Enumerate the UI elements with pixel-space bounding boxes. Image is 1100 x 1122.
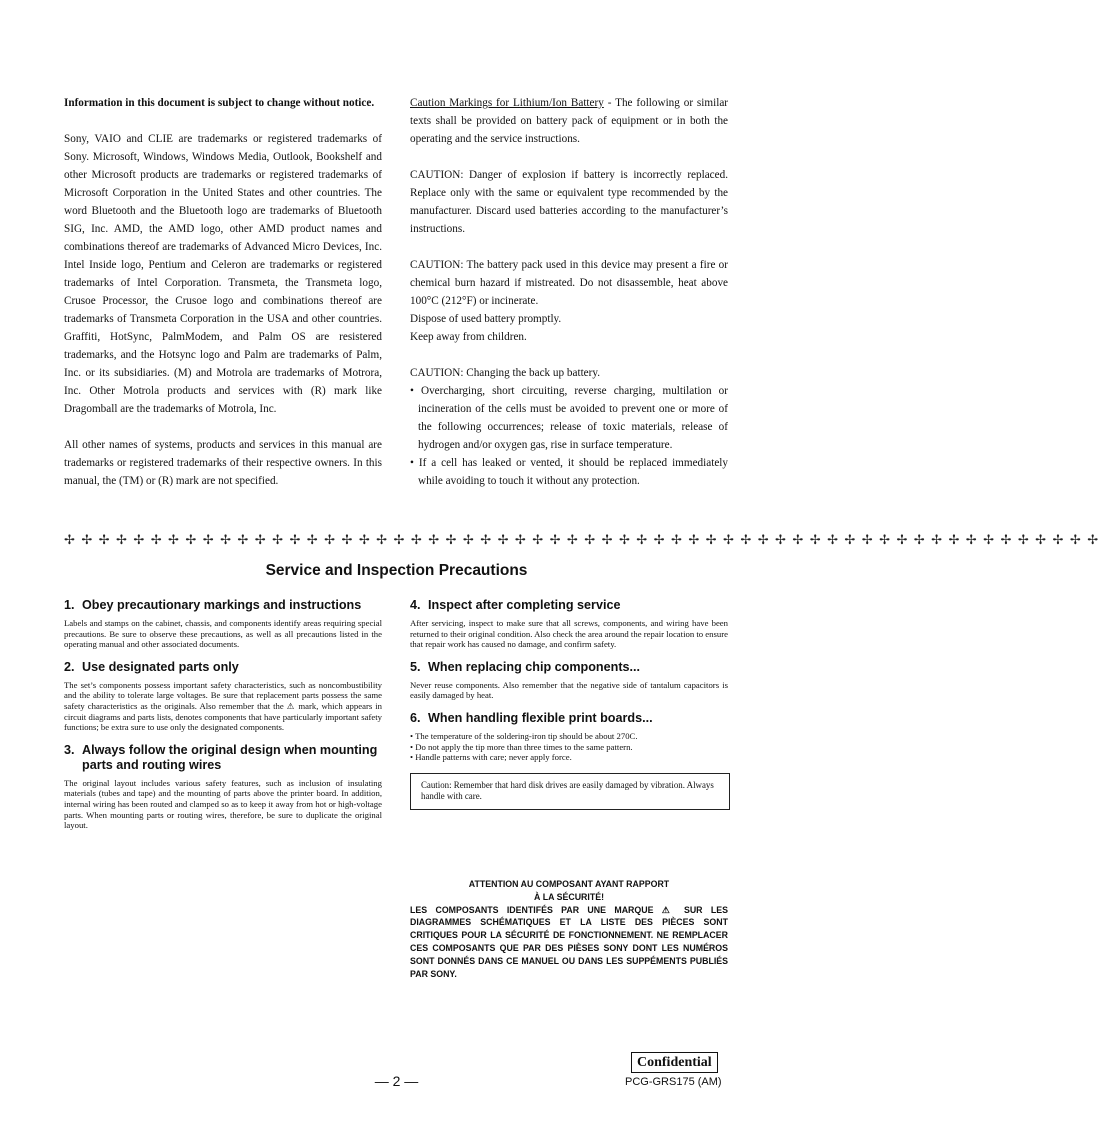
french-safety-notice bbox=[410, 878, 728, 980]
other-names-paragraph: All other names of systems, products and services in this manual are trademarks or registered trademarks of their respective owners. In this manual, the (TM) or (R) mark are not specified. bbox=[64, 439, 382, 487]
section-3-heading bbox=[64, 743, 382, 773]
ornament-separator: ✢ ✢ ✢ ✢ ✢ ✢ ✢ ✢ ✢ ✢ ✢ ✢ ✢ ✢ ✢ ✢ ✢ ✢ ✢ ✢ ✢ ✢ ✢ ✢ ✢ ✢ ✢ ✢ ✢ ✢ ✢ ✢ ✢ ✢ ✢ ✢ ✢ ✢ ✢ ✢ ✢ ✢ ✢ ✢ ✢ ✢ ✢ ✢ ✢ ✢ ✢ ✢ ✢ ✢ ✢ ✢ ✢ ✢ ✢ ✢ bbox=[64, 532, 1100, 547]
caution-markings-title: Caution Markings for Lithium/Ion Battery bbox=[410, 97, 604, 109]
caution-backup-battery: CAUTION: Changing the back up battery. bbox=[410, 367, 601, 379]
page-title: Service and Inspection Precautions bbox=[265, 562, 528, 579]
caution-fire: CAUTION: The battery pack used in this device may present a fire or chemical burn hazard if mistreated. Do not disassemble, heat above 100°C (212°F) or incinerate. bbox=[410, 259, 728, 307]
caution-dispose: Dispose of used battery promptly. bbox=[410, 313, 562, 325]
section-number: 4. bbox=[410, 598, 421, 612]
precautions-left-column bbox=[64, 598, 382, 841]
caution-explosion: CAUTION: Danger of explosion if battery is incorrectly replaced. Replace only with the same or equivalent type recommended by the manufacturer. Discard used batteries according to the manufacturer’s instructions. bbox=[410, 169, 728, 235]
list-item: • Do not apply the tip more than three times to the same pattern. bbox=[410, 742, 728, 753]
section-title: Obey precautionary markings and instructions bbox=[82, 598, 362, 612]
confidential-stamp: Confidential bbox=[631, 1052, 718, 1073]
section-3-body: The original layout includes various safety features, such as inclusion of insulating materials (tubes and tape) and the mounting of parts above the printer board. In addition, internal wiring has been routed and clamped so as to keep it away from hot or high-voltage parts. When mounting parts or routing wires, therefore, be sure to duplicate the original layout. bbox=[64, 777, 382, 831]
caution-markings-paragraph bbox=[410, 94, 728, 148]
section-4-body: After servicing, inspect to make sure that all screws, components, and wiring have been returned to their original condition. Also check the area around the repair location to ensure that repair work has caused no damage, and confirm safety. bbox=[410, 618, 728, 650]
section-1-body: Labels and stamps on the cabinet, chassis, and components identify areas requiring special precautions. Be sure to observe these precautions, as well as all precautions listed in the operating manual and other associated documents. bbox=[64, 618, 382, 650]
precautions-right-column bbox=[410, 598, 728, 810]
battery-caution-column bbox=[410, 94, 728, 508]
section-6-heading bbox=[410, 711, 728, 726]
french-heading-line2: À LA SÉCURITÉ! bbox=[533, 891, 605, 902]
section-5-heading bbox=[410, 660, 728, 675]
section-title: When handling flexible print boards... bbox=[428, 710, 653, 725]
backup-battery-list bbox=[410, 382, 728, 490]
model-number: PCG-GRS175 (AM) bbox=[625, 1076, 722, 1088]
trademarks-paragraph: Sony, VAIO and CLIE are trademarks or registered trademarks of Sony. Microsoft, Windows, Windows Media, Outlook, Bookshelf and other Microsoft products are trademarks or registered trademarks of Microsoft Corporation in the United States and other countries. The word Bluetooth and the Bluetooth logo are trademarks of Bluetooth SIG, Inc. AMD, the AMD logo, other AMD product names and combinations thereof are trademarks of Advanced Micro Devices, Inc. Intel Inside logo, Pentium and Celeron are trademarks or registered trademarks of Intel Corporation. Transmeta, the Transmeta logo, Crusoe Processor, the Crusoe logo and combinations thereof are trademarks of Transmeta Corporation in the USA and other countries. Graffiti, HotSync, PalmModem, and Palm OS are resistered trademarks, and the Hotsync logo and Palm are trademarks of Palm, Inc. or its subsidiaries. (M) and Motrola are trademarks of Motrora, Inc. Other Motrola products and services with (R) mark like Dragomball are the trademarks of Motrola, Inc. bbox=[64, 133, 382, 415]
section-number: 5. bbox=[410, 659, 421, 674]
section-6-list bbox=[410, 731, 728, 763]
section-5-body: Never reuse components. Also remember that the negative side of tantalum capacitors is easily damaged by heat. bbox=[410, 679, 728, 701]
section-number: 2. bbox=[64, 659, 75, 674]
section-number: 6. bbox=[410, 710, 421, 725]
trademark-column bbox=[64, 94, 382, 508]
list-item: • If a cell has leaked or vented, it should be replaced immediately while avoiding to touch it without any protection. bbox=[410, 454, 728, 490]
caution-markings-text: - The following or similar texts shall be provided on battery pack of equipment or in both the operating and the service instructions. bbox=[410, 97, 729, 145]
section-number: 1. bbox=[64, 598, 75, 612]
section-title: Always follow the original design when mounting bbox=[82, 742, 378, 757]
section-number: 3. bbox=[64, 742, 75, 757]
change-notice: Information in this document is subject to change without notice. bbox=[64, 97, 375, 109]
section-title: Use designated parts only bbox=[82, 659, 239, 674]
section-1-heading bbox=[64, 598, 382, 613]
page-number: — 2 — bbox=[374, 1073, 419, 1089]
caution-children: Keep away from children. bbox=[410, 331, 527, 343]
section-4-heading bbox=[410, 598, 728, 613]
section-2-heading bbox=[64, 660, 382, 675]
french-heading-line1: ATTENTION AU COMPOSANT AYANT RAPPORT bbox=[468, 879, 670, 889]
section-title-line2: parts and routing wires bbox=[82, 757, 222, 772]
section-title: When replacing chip components... bbox=[428, 659, 641, 674]
french-body: LES COMPOSANTS IDENTIFÉS PAR UNE MARQUE ⚠ SUR LES DIAGRAMMES SCHÉMATIQUES ET LA LISTE DES PIÈCES SONT CRITIQUES POUR LA SÉCURITÉ DE FONCTIONNEMENT. NE REMPLACER CES COMPOSANTS QUE PAR DES PIÈSES SONY DONT LES NUMÉROS SONT DONNÉS DANS CE MANUEL OU DANS LES SUPPÉMENTS PUBLIÉS PAR SONY. bbox=[410, 904, 728, 979]
section-2-body: The set’s components possess important safety characteristics, such as noncombustibility and the ability to tolerate large voltages. Be sure that replacement parts possess the same safety characteristics as the originals. Also remember that the ⚠ mark, which appears in circuit diagrams and parts lists, denotes components that have particularly important safety functions; be extra sure to use only the designated components. bbox=[64, 679, 382, 733]
list-item: • Handle patterns with care; never apply force. bbox=[410, 752, 728, 763]
hard-disk-caution-box: Caution: Remember that hard disk drives are easily damaged by vibration. Always handle with care. bbox=[410, 773, 730, 810]
list-item: • Overcharging, short circuiting, reverse charging, multilation or incineration of the cells must be avoided to prevent one or more of the following occurrences; release of toxic materials, release of hydrogen and/or oxygen gas, rise in surface temperature. bbox=[410, 382, 728, 454]
section-title: Inspect after completing service bbox=[428, 598, 621, 612]
list-item: • The temperature of the soldering-iron tip should be about 270C. bbox=[410, 731, 728, 742]
